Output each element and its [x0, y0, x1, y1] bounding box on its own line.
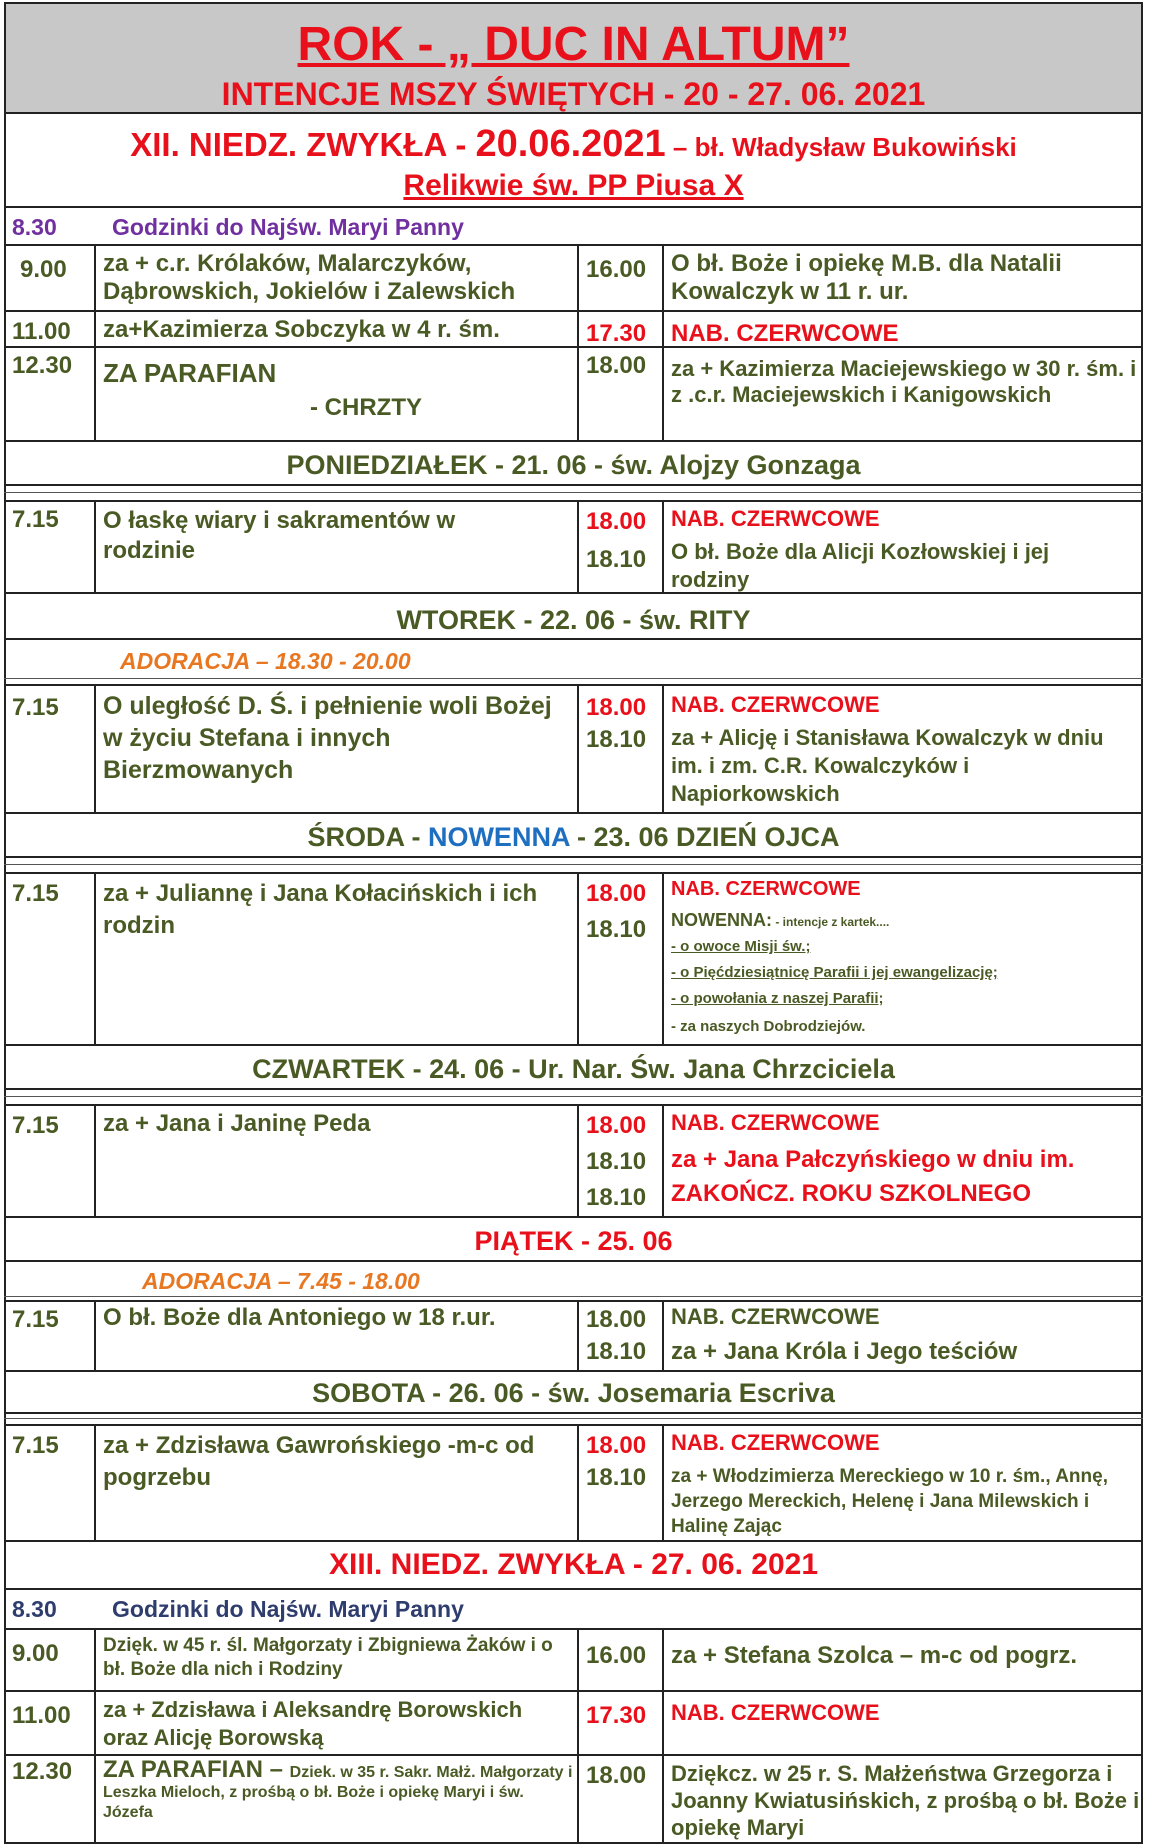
intention: za + Alicję i Stanisława Kowalczyk w dniu im. i zm. C.R. Kowalczyków i Napiorkowskich	[671, 725, 1104, 806]
intention: ZA PARAFIAN	[103, 358, 277, 388]
intention: NAB. CZERWCOWE	[671, 1110, 880, 1135]
mass-time: 7.15	[12, 694, 59, 721]
devotion-time: 8.30	[12, 1596, 57, 1622]
day-header-tuesday: WTOREK - 22. 06 - św. RITY	[396, 605, 751, 635]
mass-time: 18.00	[586, 1432, 647, 1459]
mass-time: 9.00	[12, 1640, 59, 1667]
mass-time: 18.10	[586, 1148, 647, 1175]
intention: za + Kazimierza Maciejewskiego w 30 r. śm. i z .c.r. Maciejewskich i Kanigowskich	[671, 356, 1137, 407]
intention: O bł. Boże i opiekę M.B. dla Natalii Kowalczyk w 11 r. ur.	[671, 250, 1062, 305]
mass-time: 18.00	[586, 508, 647, 535]
intention: za + Juliannę i Jana Kołacińskich i ich rodzin	[103, 880, 538, 939]
intention: NAB. CZERWCOWE	[671, 1304, 880, 1329]
day-header-wednesday: ŚRODA - NOWENNA - 23. 06 DZIEŃ OJCA	[307, 822, 840, 852]
novena-intention: - o Pięćdziesiątnicę Parafii i jej ewangelizację;	[671, 964, 998, 981]
intention: NAB. CZERWCOWE	[671, 1700, 880, 1725]
intention: NAB. CZERWCOWE	[671, 506, 880, 531]
novena-intention: - za naszych Dobrodziejów.	[671, 1018, 866, 1035]
sunday2-title: XIII. NIEDZ. ZWYKŁA - 27. 06. 2021	[328, 1548, 819, 1581]
intention: za + Stefana Szolca – m-c od pogrz.	[671, 1642, 1078, 1669]
adoration-note: ADORACJA – 7.45 - 18.00	[142, 1268, 420, 1294]
mass-time: 12.30	[12, 352, 73, 379]
intention: za + Jana i Janinę Peda	[103, 1110, 371, 1137]
mass-time: 11.00	[12, 1702, 71, 1729]
devotion-time: 8.30	[12, 214, 57, 240]
mass-time: 18.00	[586, 352, 647, 379]
intention: Dzięk. w 45 r. śl. Małgorzaty i Zbigniewa Żaków i o bł. Boże dla nich i Rodziny	[103, 1635, 553, 1680]
intention: O uległość D. Ś. i pełnienie woli Bożej w życiu Stefana i innych Bierzmowanych	[103, 692, 552, 784]
day-header-friday: PIĄTEK - 25. 06	[474, 1226, 673, 1256]
mass-time: 18.10	[586, 916, 647, 943]
sunday1-title: XII. NIEDZ. ZWYKŁA - 20.06.2021 – bł. Władysław Bukowiński	[130, 123, 1017, 165]
intention: ZAKOŃCZ. ROKU SZKOLNEGO	[671, 1180, 1031, 1207]
intention: ZA PARAFIAN – Dziek. w 35 r. Sakr. Małż. Małgorzaty i Leszka Mieloch, z prośbą o bł. Boże i opiekę Maryi i św. Józefa	[103, 1756, 573, 1821]
mass-time: 7.15	[12, 880, 59, 907]
novena-intention: - o powołania z naszej Parafii;	[671, 990, 884, 1007]
mass-time: 18.00	[586, 694, 647, 721]
intention-note: - CHRZTY	[310, 394, 422, 421]
mass-time: 7.15	[12, 1432, 59, 1459]
mass-time: 16.00	[586, 256, 647, 283]
intention: NAB. CZERWCOWE	[671, 1430, 880, 1455]
year-title: ROK - „ DUC IN ALTUM”	[297, 18, 850, 71]
intention: za + Jana Króla i Jego teściów	[671, 1338, 1018, 1365]
intention: za + Włodzimierza Mereckiego w 10 r. śm., Annę, Jerzego Mereckich, Helenę i Jana Milewskich i Halinę Zając	[671, 1466, 1108, 1537]
day-header-monday: PONIEDZIAŁEK - 21. 06 - św. Alojzy Gonzaga	[286, 450, 861, 480]
mass-time: 9.00	[20, 256, 67, 283]
intention: NAB. CZERWCOWE	[671, 320, 899, 347]
adoration-note: ADORACJA – 18.30 - 20.00	[120, 648, 411, 674]
mass-time: 11.00	[12, 318, 71, 345]
mass-time: 18.10	[586, 726, 647, 753]
intention: Dziękcz. w 25 r. S. Małżeństwa Grzegorza i Joanny Kwiatusińskich, z prośbą o bł. Boże i opiekę Maryi	[671, 1761, 1140, 1840]
mass-time: 18.10	[586, 546, 647, 573]
mass-time: 7.15	[12, 1306, 59, 1333]
intention: za + Jana Pałczyńskiego w dniu im.	[671, 1146, 1075, 1173]
mass-time: 17.30	[586, 1702, 647, 1729]
mass-time: 18.00	[586, 1306, 647, 1333]
intention: za + Zdzisława i Aleksandrę Borowskich oraz Alicję Borowską	[103, 1697, 523, 1750]
intention: O bł. Boże dla Antoniego w 18 r.ur.	[103, 1304, 496, 1331]
devotion-label: Godzinki do Najśw. Maryi Panny	[112, 1596, 464, 1622]
mass-time: 17.30	[586, 320, 647, 347]
intention: O bł. Boże dla Alicji Kozłowskiej i jej rodziny	[671, 539, 1050, 592]
mass-time: 18.10	[586, 1184, 647, 1211]
day-header-saturday: SOBOTA - 26. 06 - św. Josemaria Escriva	[312, 1378, 835, 1408]
mass-time: 18.00	[586, 1112, 647, 1139]
devotion-label: Godzinki do Najśw. Maryi Panny	[112, 214, 464, 240]
intention: NAB. CZERWCOWE	[671, 878, 861, 900]
intention: za+Kazimierza Sobczyka w 4 r. śm.	[103, 316, 500, 343]
mass-time: 12.30	[12, 1758, 73, 1785]
novena-label: NOWENNA: - intencje z kartek....	[671, 910, 890, 930]
mass-time: 18.10	[586, 1338, 647, 1365]
novena-intention: - o owoce Misji św.;	[671, 938, 811, 955]
mass-time: 18.00	[586, 1762, 647, 1789]
intention: za + Zdzisława Gawrońskiego -m-c od pogrzebu	[103, 1432, 535, 1491]
mass-time: 18.00	[586, 880, 647, 907]
intention: za + c.r. Królaków, Malarczyków, Dąbrowskich, Jokielów i Zalewskich	[103, 250, 516, 305]
mass-time: 16.00	[586, 1642, 647, 1669]
day-header-thursday: CZWARTEK - 24. 06 - Ur. Nar. Św. Jana Chrzciciela	[252, 1054, 895, 1084]
mass-time: 18.10	[586, 1464, 647, 1491]
mass-time: 7.15	[12, 506, 59, 533]
intentions-subtitle: INTENCJE MSZY ŚWIĘTYCH - 20 - 27. 06. 2021	[221, 76, 926, 112]
intention: NAB. CZERWCOWE	[671, 692, 880, 717]
relics-line: Relikwie św. PP Piusa X	[403, 169, 744, 202]
mass-time: 7.15	[12, 1112, 59, 1139]
intention: O łaskę wiary i sakramentów w rodzinie	[103, 507, 456, 564]
